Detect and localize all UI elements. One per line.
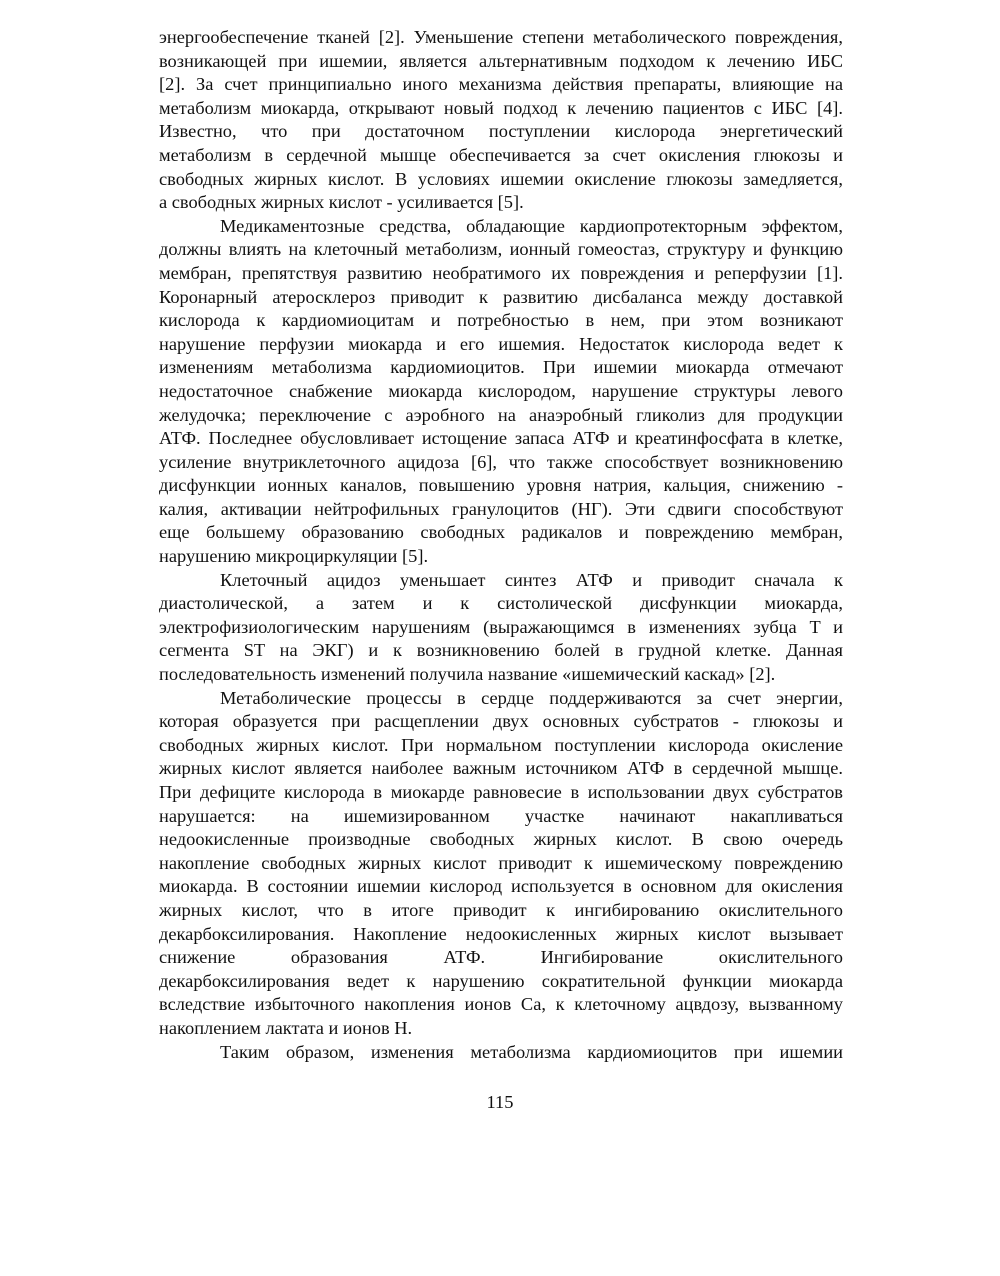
paragraph <box>159 215 843 569</box>
text-line: диастолической, а затем и к систолической дисфункции миокарда, <box>159 593 843 614</box>
text-line: жирных кислот является наиболее важным источником АТФ в сердечной мышце. <box>159 758 843 779</box>
text-line: еще большему образованию свободных радикалов и повреждению мембран, <box>159 522 843 543</box>
text-line: Метаболические процессы в сердце поддерживаются за счет энергии, <box>220 687 843 708</box>
text-line: которая образуется при расщеплении двух основных субстратов - глюкозы и <box>159 711 843 732</box>
text-line: дисфункции ионных каналов, повышению уровня натрия, кальция, снижению - <box>159 475 843 496</box>
text-line: Клеточный ацидоз уменьшает синтез АТФ и приводит сначала к <box>220 569 843 590</box>
text-line: возникающей при ишемии, является альтернативным подходом к лечению ИБС <box>159 50 843 71</box>
text-line: Коронарный атеросклероз приводит к развитию дисбаланса между доставкой <box>159 286 843 307</box>
paragraph <box>159 26 843 215</box>
text-line: Известно, что при достаточном поступлении кислорода энергетический <box>159 121 843 142</box>
document-body <box>159 26 843 1064</box>
text-line: АТФ. Последнее обусловливает истощение запаса АТФ и креатинфосфата в клетке, <box>159 428 843 449</box>
text-line: последовательность изменений получила название «ишемический каскад» [2]. <box>159 664 776 685</box>
text-line: калия, активации нейтрофильных гранулоцитов (НГ). Эти сдвиги способствуют <box>159 498 843 519</box>
text-line: свободных жирных кислот. При нормальном поступлении кислорода окисление <box>159 734 843 755</box>
text-line: [2]. За счет принципиально иного механизма действия препараты, влияющие на <box>159 74 843 95</box>
text-line: снижение образования АТФ. Ингибирование окислительного <box>159 947 843 968</box>
text-line: накопление свободных жирных кислот приводит к ишемическому повреждению <box>159 852 843 873</box>
text-line: накоплением лактата и ионов Н. <box>159 1017 413 1038</box>
text-line: метаболизм миокарда, открывают новый подход к лечению пациентов с ИБС [4]. <box>159 97 843 118</box>
text-line: декарбоксилирования ведет к нарушению сократительной функции миокарда <box>159 970 843 991</box>
text-line: При дефиците кислорода в миокарде равновесие в использовании двух субстратов <box>159 782 843 802</box>
text-line: усиление внутриклеточного ацидоза [6], что также способствует возникновению <box>159 451 843 472</box>
text-line: Медикаментозные средства, обладающие кардиопротекторным эффектом, <box>220 215 843 236</box>
text-line: изменениям метаболизма кардиомиоцитов. При ишемии миокарда отмечают <box>159 357 843 378</box>
text-line: недоокисленные производные свободных жирных кислот. В свою очередь <box>159 829 843 850</box>
text-line: недостаточное снабжение миокарда кислородом, нарушение структуры левого <box>159 380 843 401</box>
text-line: свободных жирных кислот. В условиях ишемии окисление глюкозы замедляется, <box>159 168 843 189</box>
text-line: нарушение перфузии миокарда и его ишемия. Недостаток кислорода ведет к <box>159 333 843 354</box>
text-line: нарушается: на ишемизированном участке начинают накапливаться <box>159 805 843 826</box>
text-line: кислорода к кардиомиоцитам и потребностью в нем, при этом возникают <box>159 310 843 331</box>
text-line: декарбоксилирования. Накопление недоокисленных жирных кислот вызывает <box>159 923 843 944</box>
paragraphs-container <box>159 26 843 1064</box>
text-line: электрофизиологическим нарушениям (выражающимся в изменениях зубца T и <box>159 616 843 637</box>
text-line: должны влиять на клеточный метаболизм, ионный гомеостаз, структуру и функцию <box>159 239 843 260</box>
text-line: а свободных жирных кислот - усиливается [5]. <box>159 192 524 213</box>
paragraph <box>159 1041 843 1065</box>
text-line: Таким образом, изменения метаболизма кардиомиоцитов при ишемии <box>220 1041 843 1062</box>
text-line: энергообеспечение тканей [2]. Уменьшение степени метаболического повреждения, <box>159 27 843 47</box>
text-line: сегмента ST на ЭКГ) и к возникновению болей в грудной клетке. Данная <box>159 640 843 661</box>
text-line: желудочка; переключение с аэробного на анаэробный гликолиз для продукции <box>159 404 843 425</box>
page-number: 115 <box>486 1092 514 1112</box>
paragraph <box>159 569 843 687</box>
text-line: вследствие избыточного накопления ионов Са, к клеточному ацвдозу, вызванному <box>159 994 843 1015</box>
text-line: жирных кислот, что в итоге приводит к ингибированию окислительного <box>159 899 843 920</box>
paragraph <box>159 687 843 1041</box>
text-line: миокарда. В состоянии ишемии кислород используется в основном для окисления <box>159 876 843 897</box>
text-line: мембран, препятствуя развитию необратимого их повреждения и реперфузии [1]. <box>159 262 843 283</box>
text-line: метаболизм в сердечной мышце обеспечивается за счет окисления глюкозы и <box>159 144 843 165</box>
text-line: нарушению микроциркуляции [5]. <box>159 546 429 567</box>
